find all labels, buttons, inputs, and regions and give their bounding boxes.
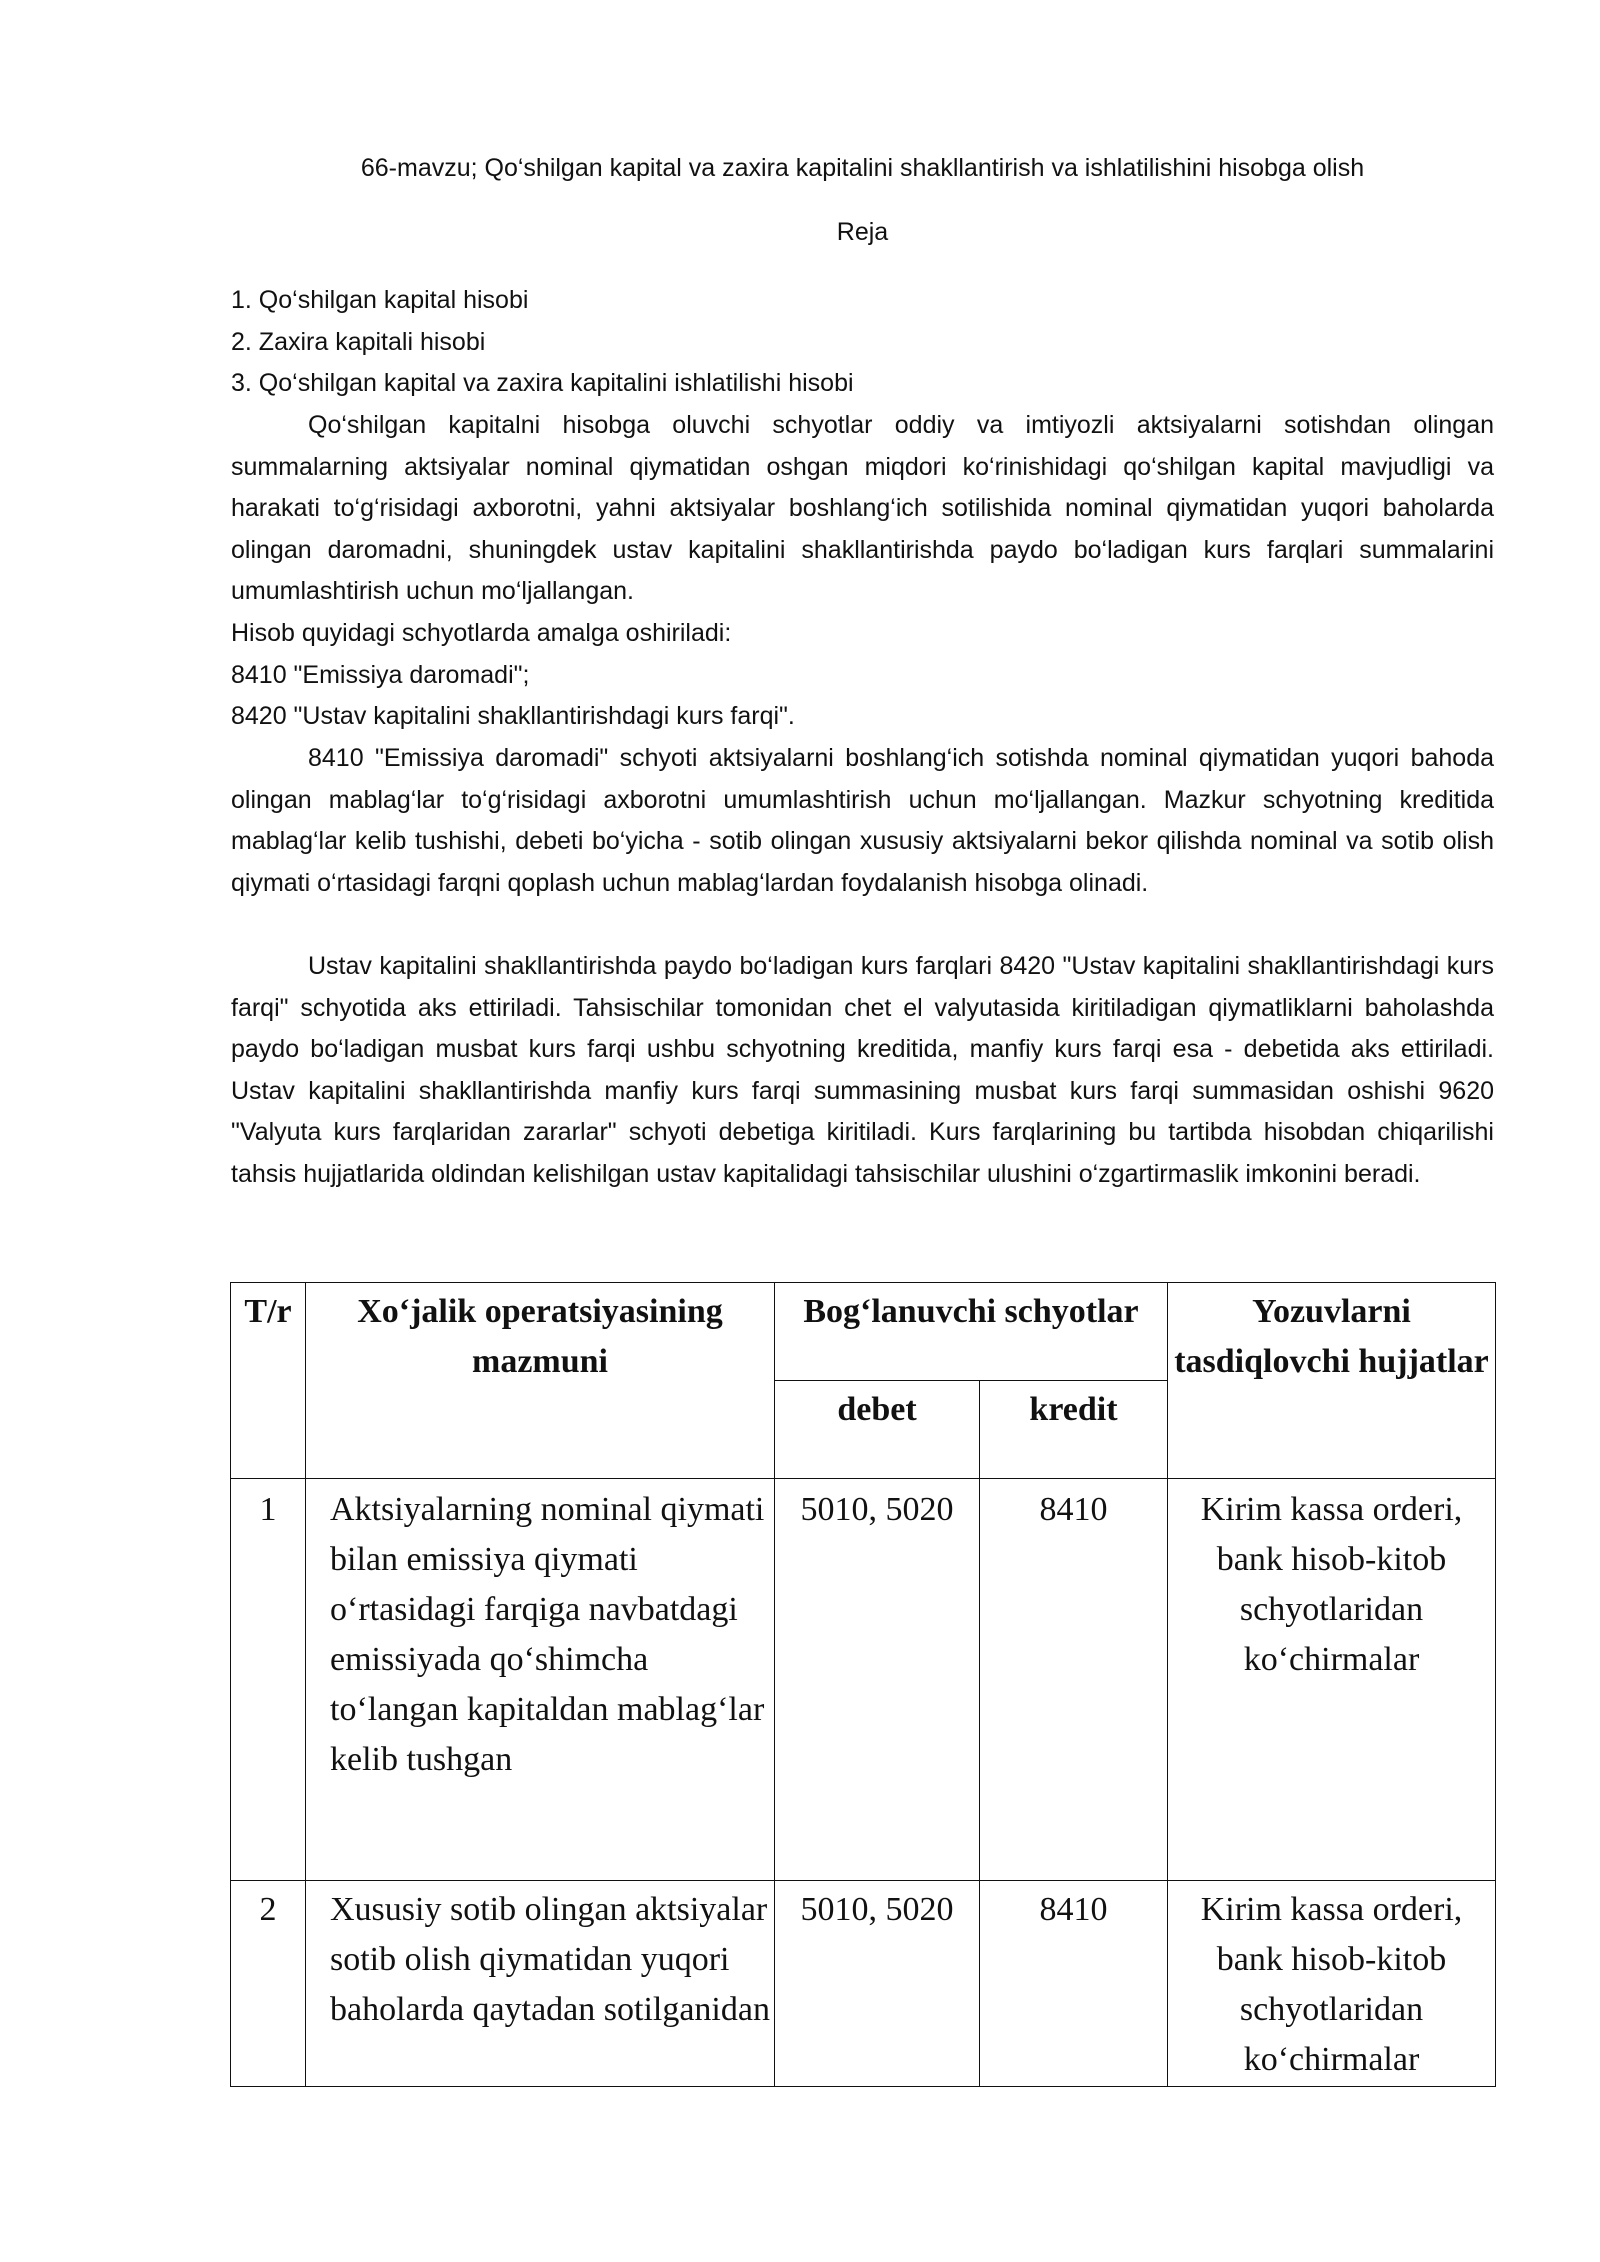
row-number: 1 (231, 1479, 306, 1881)
header-accounts: Bog‘lanuvchi schyotlar (775, 1283, 1168, 1381)
header-number: T/r (231, 1283, 306, 1479)
header-content: Xo‘jalik operatsiyasining mazmuni (306, 1283, 775, 1479)
header-debit: debet (775, 1381, 980, 1479)
row-content: Xususiy sotib olingan aktsiyalar sotib olish qiymatidan yuqori baholarda qaytadan sotilganidan (306, 1881, 775, 2087)
document-title: 66-mavzu; Qo‘shilgan kapital va zaxira kapitalini shakllantirish va ishlatilishini hisobga olish (360, 154, 1365, 182)
row-documents: Kirim kassa orderi, bank hisob-kitob schyotlaridan ko‘chirmalar (1168, 1881, 1496, 2087)
account-list (231, 613, 1494, 738)
account-list-intro: Hisob quyidagi schyotlarda amalga oshiriladi: (231, 619, 732, 647)
row-debit: 5010, 5020 (775, 1479, 980, 1881)
paragraph-1: Qo‘shilgan kapitalni hisobga oluvchi schyotlar oddiy va imtiyozli aktsiyalarni sotishdan olingan summalarning aktsiyalar nominal qiymatidan oshgan miqdori ko‘rinishidagi qo‘shilgan kapital mavjudligi va harakati to‘g‘risidagi axborotni, yahni aktsiyalar boshlang‘ich sotilishida nominal qiymatidan yuqori baholarda olingan daromadni, shuningdek ustav kapitalini shakllantirishda paydo bo‘ladigan kurs farqlari summalarini umumlashtirish uchun mo‘ljallangan. (231, 411, 1494, 606)
table-header-row (231, 1283, 1496, 1381)
paragraph-2: 8410 "Emissiya daromadi" schyoti aktsiyalarni boshlang‘ich sotishda nominal qiymatidan yuqori bahoda olingan mablag‘lar to‘g‘risidagi axborotni umumlashtirish uchun mo‘ljallangan. Mazkur schyotning kreditida mablag‘lar kelib tushishi, debeti bo‘yicha - sotib olingan xususiy aktsiyalarni bekor qilishda nominal va sotib olish qiymati o‘rtasidagi farqni qoplash uchun mablag‘lardan foydalanish hisobga olinadi. (231, 744, 1494, 897)
row-credit: 8410 (980, 1881, 1168, 2087)
plan-item: 1. Qo‘shilgan kapital hisobi (231, 286, 529, 314)
plan-list (231, 280, 854, 405)
plan-item: 2. Zaxira kapitali hisobi (231, 327, 486, 356)
paragraph-3: Ustav kapitalini shakllantirishda paydo bo‘ladigan kurs farqlari 8420 "Ustav kapitalini shakllantirishdagi kurs farqi" schyotida aks ettiriladi. Tahsischilar tomonidan chet el valyutasida kiritiladigan qiymatliklarni baholashda paydo bo‘ladigan musbat kurs farqi ushbu schyotning kreditida, manfiy kurs farqi esa - debetida aks ettiriladi. Ustav kapitalini shakllantirishda manfiy kurs farqi summasining musbat kurs farqi summasidan oshishi 9620 "Valyuta kurs farqlaridan zararlar" schyoti debetiga kiritiladi. Kurs farqlarining bu tartibda hisobdan chiqarilishi tahsis hujjatlarida oldindan kelishilgan ustav kapitalidagi tahsischilar ulushini o‘zgartirmaslik imkonini beradi. (231, 952, 1494, 1188)
row-documents: Kirim kassa orderi, bank hisob-kitob schyotlaridan ko‘chirmalar (1168, 1479, 1496, 1881)
row-credit: 8410 (980, 1479, 1168, 1881)
row-content: Aktsiyalarning nominal qiymati bilan emissiya qiymati o‘rtasidagi farqiga navbatdagi emissiyada qo‘shimcha to‘langan kapitaldan mablag‘lar kelib tushgan (306, 1479, 775, 1881)
row-number: 2 (231, 1881, 306, 2087)
operations-table (230, 1282, 1496, 2087)
header-documents: Yozuvlarni tasdiqlovchi hujjatlar (1168, 1283, 1496, 1479)
account-8410-line: 8410 "Emissiya daromadi"; (231, 660, 530, 689)
table-row (231, 1881, 1496, 2087)
plan-heading: Reja (836, 218, 889, 246)
plan-item: 3. Qo‘shilgan kapital va zaxira kapitalini ishlatilishi hisobi (231, 369, 854, 398)
table-row (231, 1479, 1496, 1881)
account-8420-line: 8420 "Ustav kapitalini shakllantirishdagi kurs farqi". (231, 702, 795, 731)
header-credit: kredit (980, 1381, 1168, 1479)
row-debit: 5010, 5020 (775, 1881, 980, 2087)
